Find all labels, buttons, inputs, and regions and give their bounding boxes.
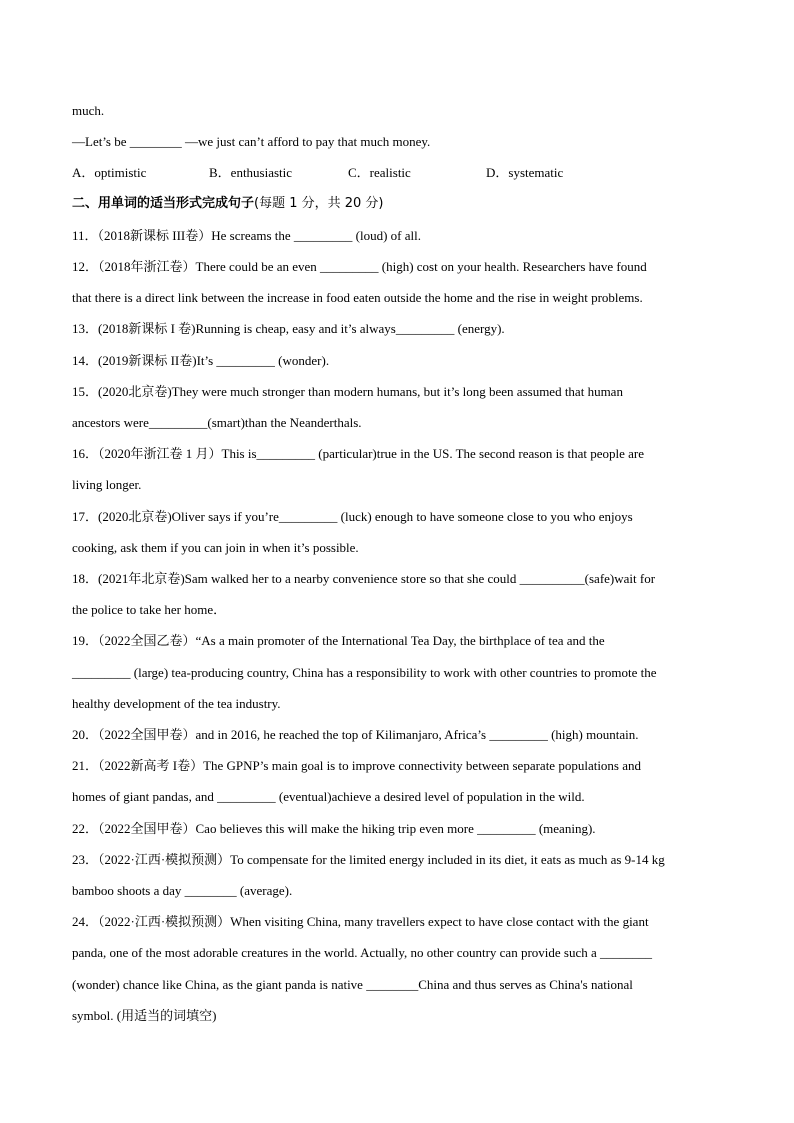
- text-line: ancestors were_________(smart)than the Neanderthals.: [72, 415, 362, 430]
- text-line: (wonder) chance like China, as the giant panda is native ________China and thus serves as China's national: [72, 977, 633, 992]
- continuation-line-2: —Let’s be ________ —we just can’t afford to pay that much money.: [72, 134, 431, 149]
- section-title: 二、用单词的适当形式完成句子: [72, 196, 255, 211]
- option-c: C．realistic: [348, 165, 411, 180]
- text-line: homes of giant pandas, and _________ (eventual)achieve a desired level of population in the wild.: [72, 789, 585, 804]
- text-line: 20．（2022全国甲卷）and in 2016, he reached the top of Kilimanjaro, Africa’s _________ (high) mountain.: [72, 727, 639, 742]
- option-d: D．systematic: [486, 165, 564, 180]
- section-heading: [72, 195, 384, 213]
- text-line: that there is a direct link between the increase in food eaten outside the home and the rise in weight problems.: [72, 290, 643, 305]
- text-line: 22．（2022全国甲卷）Cao believes this will make the hiking trip even more _________ (meaning).: [72, 821, 596, 836]
- text-line: 23．（2022·江西·模拟预测）To compensate for the limited energy included in its diet, it eats as much as 9-14 kg: [72, 852, 665, 867]
- text-line: 18．(2021年北京卷)Sam walked her to a nearby convenience store so that she could __________(safe)wait for: [72, 571, 656, 586]
- text-line: 11．（2018新课标 III卷）He screams the _________ (loud) of all.: [72, 228, 422, 243]
- section-note: (每题 1 分，共 20 分): [254, 196, 384, 211]
- option-b: B．enthusiastic: [209, 165, 293, 180]
- text-line: 15．(2020北京卷)They were much stronger than modern humans, but it’s long been assumed that human: [72, 384, 623, 399]
- text-line: symbol. (用适当的词填空): [72, 1008, 217, 1023]
- text-line: the police to take her home．: [72, 602, 227, 617]
- text-line: living longer.: [72, 477, 142, 492]
- continuation-line-1: much.: [72, 103, 105, 118]
- text-line: _________ (large) tea-producing country, China has a responsibility to work with other countries to promote the: [72, 665, 657, 680]
- option-a: A．optimistic: [72, 165, 147, 180]
- text-line: 21．（2022新高考 I卷）The GPNP’s main goal is to improve connectivity between separate populations and: [72, 758, 642, 773]
- text-line: cooking, ask them if you can join in when it’s possible.: [72, 540, 359, 555]
- text-line: 12．（2018年浙江卷）There could be an even _________ (high) cost on your health. Researchers have found: [72, 259, 647, 274]
- text-line: bamboo shoots a day ________ (average).: [72, 883, 293, 898]
- text-line: 16．（2020年浙江卷 1 月）This is_________ (particular)true in the US. The second reason is that people are: [72, 446, 645, 461]
- text-line: 13．(2018新课标 I 卷)Running is cheap, easy and it’s always_________ (energy).: [72, 321, 505, 336]
- text-line: healthy development of the tea industry.: [72, 696, 281, 711]
- text-line: 14．(2019新课标 II卷)It’s _________ (wonder).: [72, 353, 330, 368]
- text-line: 19．（2022全国乙卷）“As a main promoter of the International Tea Day, the birthplace of tea and the: [72, 633, 605, 648]
- text-line: 24．（2022·江西·模拟预测）When visiting China, many travellers expect to have close contact with the giant: [72, 914, 649, 929]
- text-line: panda, one of the most adorable creatures in the world. Actually, no other country can provide such a ________: [72, 945, 653, 960]
- text-line: 17．(2020北京卷)Oliver says if you’re_________ (luck) enough to have someone close to you who enjoys: [72, 509, 633, 524]
